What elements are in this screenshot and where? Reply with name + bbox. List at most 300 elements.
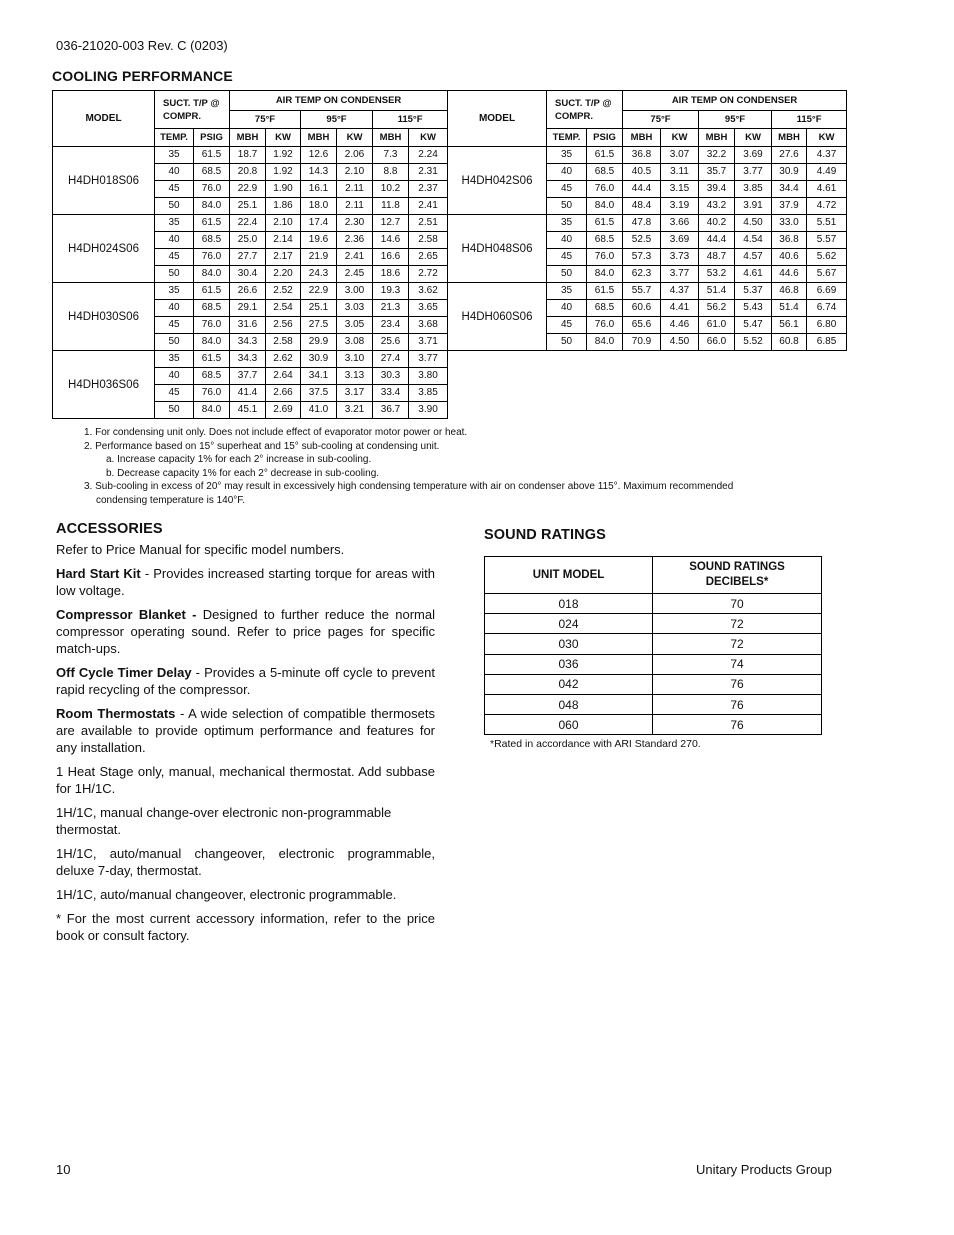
- table-cell: 18.0: [301, 198, 337, 215]
- table-cell: 33.0: [772, 215, 807, 232]
- table-cell: 37.9: [772, 198, 807, 215]
- sound-ratings-table: [484, 556, 822, 735]
- note-1: 1. For condensing unit only. Does not include effect of evaporator motor power or heat.: [84, 427, 468, 438]
- table-cell: 31.6: [230, 317, 266, 334]
- table-cell: 3.03: [337, 300, 373, 317]
- table-cell: 4.61: [807, 181, 847, 198]
- table-row: [485, 654, 822, 674]
- table-cell: 33.4: [373, 385, 409, 402]
- table-cell: 35: [155, 147, 194, 164]
- table-cell: 30.9: [772, 164, 807, 181]
- table-cell: 3.05: [337, 317, 373, 334]
- table-cell: 10.2: [373, 181, 409, 198]
- accessory-desc: Designed to further reduce the normal compressor operating sound. Refer to price pages for specific match-ups.: [56, 607, 436, 656]
- model-header: MODEL: [448, 91, 547, 147]
- document-id: 036-21020-003 Rev. C (0203): [56, 38, 228, 53]
- accessory-desc: - A wide selection of compatible thermosets are available to provide optimum performance and features for any installation.: [56, 706, 435, 755]
- table-cell: 45: [155, 249, 194, 266]
- table-cell: 3.19: [661, 198, 699, 215]
- table-cell: 2.41: [337, 249, 373, 266]
- table-cell: 52.5: [623, 232, 661, 249]
- table-cell: 30.9: [301, 351, 337, 368]
- table-cell: 3.17: [337, 385, 373, 402]
- table-cell: 76.0: [194, 181, 230, 198]
- table-cell: 2.31: [409, 164, 448, 181]
- table-cell: 50: [155, 266, 194, 283]
- table-cell: 5.52: [735, 334, 772, 351]
- cooling-performance-title: COOLING PERFORMANCE: [52, 68, 233, 84]
- table-cell: 4.46: [661, 317, 699, 334]
- table-cell: 84.0: [587, 198, 623, 215]
- table-row: [53, 283, 448, 300]
- table-cell: 35: [155, 215, 194, 232]
- kw-col-header: KW: [409, 129, 448, 147]
- kw-col-header: KW: [807, 129, 847, 147]
- accessories-body: [56, 541, 435, 951]
- table-row: [485, 594, 822, 614]
- table-row: [53, 215, 448, 232]
- table-cell: 61.0: [699, 317, 735, 334]
- table-cell: 4.41: [661, 300, 699, 317]
- table-cell: 53.2: [699, 266, 735, 283]
- table-cell: 19.3: [373, 283, 409, 300]
- table-cell: 3.68: [409, 317, 448, 334]
- table-cell: 56.1: [772, 317, 807, 334]
- table-cell: 45: [547, 317, 587, 334]
- table-cell: 50: [155, 402, 194, 419]
- table-cell: 1.90: [266, 181, 301, 198]
- table-cell: 2.30: [337, 215, 373, 232]
- table-cell: 2.11: [337, 198, 373, 215]
- table-cell: 11.8: [373, 198, 409, 215]
- table-cell: 23.4: [373, 317, 409, 334]
- unit-model-cell: 036: [485, 654, 653, 674]
- table-cell: 2.62: [266, 351, 301, 368]
- table-cell: 18.6: [373, 266, 409, 283]
- table-cell: 50: [155, 334, 194, 351]
- table-cell: 40: [155, 300, 194, 317]
- company-name: Unitary Products Group: [696, 1162, 832, 1177]
- table-cell: 68.5: [194, 300, 230, 317]
- table-cell: 1.86: [266, 198, 301, 215]
- table-cell: 3.90: [409, 402, 448, 419]
- table-cell: 8.8: [373, 164, 409, 181]
- table-cell: 5.43: [735, 300, 772, 317]
- table-cell: 3.08: [337, 334, 373, 351]
- table-cell: 70.9: [623, 334, 661, 351]
- table-cell: 76.0: [194, 317, 230, 334]
- table-cell: 61.5: [194, 147, 230, 164]
- table-cell: 3.71: [409, 334, 448, 351]
- table-cell: 2.52: [266, 283, 301, 300]
- table-cell: 5.47: [735, 317, 772, 334]
- table-cell: 48.4: [623, 198, 661, 215]
- table-cell: 21.9: [301, 249, 337, 266]
- mbh-col-header: MBH: [623, 129, 661, 147]
- note-3: 3. Sub-cooling in excess of 20° may result in excessively high condensing temperature with air on condenser above 115°. Maximum recommended: [84, 481, 734, 493]
- table-cell: 12.6: [301, 147, 337, 164]
- table-cell: 24.3: [301, 266, 337, 283]
- table-row: [485, 614, 822, 634]
- table-cell: 45: [547, 181, 587, 198]
- table-cell: 51.4: [772, 300, 807, 317]
- model-cell: H4DH036S06: [53, 351, 155, 419]
- table-cell: 35: [155, 283, 194, 300]
- table-cell: 17.4: [301, 215, 337, 232]
- accessory-name: Hard Start Kit: [56, 566, 141, 581]
- table-cell: 68.5: [587, 164, 623, 181]
- accessory-name: Compressor Blanket -: [56, 607, 197, 622]
- table-cell: 68.5: [194, 164, 230, 181]
- table-cell: 30.3: [373, 368, 409, 385]
- suct-header: SUCT. T/P @ COMPR.: [155, 91, 230, 129]
- table-cell: 60.6: [623, 300, 661, 317]
- table-cell: 84.0: [194, 402, 230, 419]
- table-cell: 61.5: [194, 283, 230, 300]
- header-row-top: [53, 91, 448, 111]
- table-cell: 44.4: [623, 181, 661, 198]
- table-cell: 62.3: [623, 266, 661, 283]
- note-2b: b. Decrease capacity 1% for each 2° decrease in sub-cooling.: [106, 467, 380, 479]
- table-cell: 76.0: [587, 249, 623, 266]
- table-cell: 45.1: [230, 402, 266, 419]
- table-cell: 40: [155, 164, 194, 181]
- table-cell: 3.85: [409, 385, 448, 402]
- kw-col-header: KW: [266, 129, 301, 147]
- table-cell: 40.6: [772, 249, 807, 266]
- table-cell: 5.51: [807, 215, 847, 232]
- table-cell: 51.4: [699, 283, 735, 300]
- table-cell: 3.07: [661, 147, 699, 164]
- table-cell: 3.13: [337, 368, 373, 385]
- table-cell: 2.45: [337, 266, 373, 283]
- table-cell: 34.1: [301, 368, 337, 385]
- table-cell: 3.73: [661, 249, 699, 266]
- table-cell: 36.8: [772, 232, 807, 249]
- table-cell: 57.3: [623, 249, 661, 266]
- table-cell: 26.6: [230, 283, 266, 300]
- table-cell: 50: [155, 198, 194, 215]
- table-cell: 4.49: [807, 164, 847, 181]
- table-cell: 20.8: [230, 164, 266, 181]
- table-cell: 25.6: [373, 334, 409, 351]
- table-cell: 25.1: [230, 198, 266, 215]
- table-cell: 3.15: [661, 181, 699, 198]
- table-cell: 4.57: [735, 249, 772, 266]
- accessories-footnote: * For the most current accessory information, refer to the price book or consult factory.: [56, 911, 435, 943]
- table-cell: 39.4: [699, 181, 735, 198]
- table-cell: 61.5: [194, 351, 230, 368]
- table-cell: 60.8: [772, 334, 807, 351]
- table-cell: 41.4: [230, 385, 266, 402]
- table-cell: 61.5: [587, 215, 623, 232]
- table-cell: 3.91: [735, 198, 772, 215]
- table-cell: 56.2: [699, 300, 735, 317]
- unit-model-cell: 018: [485, 594, 653, 614]
- table-cell: 37.7: [230, 368, 266, 385]
- accessory-room-thermostats: [56, 705, 435, 756]
- table-cell: 19.6: [301, 232, 337, 249]
- table-cell: 45: [155, 317, 194, 334]
- table-cell: 27.7: [230, 249, 266, 266]
- table-cell: 6.85: [807, 334, 847, 351]
- table-cell: 3.80: [409, 368, 448, 385]
- table-cell: 14.6: [373, 232, 409, 249]
- mbh-col-header: MBH: [373, 129, 409, 147]
- table-cell: 47.8: [623, 215, 661, 232]
- unit-model-cell: 024: [485, 614, 653, 634]
- table-row: [448, 147, 847, 164]
- table-cell: 84.0: [587, 334, 623, 351]
- table-cell: 2.51: [409, 215, 448, 232]
- table-cell: 3.66: [661, 215, 699, 232]
- table-cell: 65.6: [623, 317, 661, 334]
- table-cell: 2.58: [266, 334, 301, 351]
- page-number: 10: [56, 1162, 71, 1177]
- table-cell: 2.20: [266, 266, 301, 283]
- mbh-col-header: MBH: [230, 129, 266, 147]
- temp-95-header: 95°F: [699, 111, 772, 129]
- decibels-cell: 76: [653, 674, 822, 694]
- table-row: [448, 283, 847, 300]
- model-cell: H4DH048S06: [448, 215, 547, 283]
- table-cell: 2.37: [409, 181, 448, 198]
- table-cell: 7.3: [373, 147, 409, 164]
- cooling-table-left: [52, 90, 448, 419]
- cooling-notes: [84, 426, 733, 508]
- table-cell: 76.0: [194, 249, 230, 266]
- kw-col-header: KW: [661, 129, 699, 147]
- table-cell: 2.72: [409, 266, 448, 283]
- table-row: [53, 351, 448, 368]
- temp-col-header: TEMP.: [155, 129, 194, 147]
- model-cell: H4DH030S06: [53, 283, 155, 351]
- table-cell: 2.69: [266, 402, 301, 419]
- note-2: 2. Performance based on 15° superheat and 15° sub-cooling at condensing unit.: [84, 440, 440, 452]
- table-cell: 84.0: [194, 266, 230, 283]
- table-cell: 3.00: [337, 283, 373, 300]
- accessories-intro: Refer to Price Manual for specific model numbers.: [56, 542, 345, 557]
- kw-col-header: KW: [337, 129, 373, 147]
- psig-col-header: PSIG: [194, 129, 230, 147]
- mbh-col-header: MBH: [301, 129, 337, 147]
- table-cell: 5.62: [807, 249, 847, 266]
- accessory-desc: - Provides a 5-minute off cycle to prevent rapid recycling of the compressor.: [56, 665, 436, 697]
- table-cell: 2.64: [266, 368, 301, 385]
- decibels-cell: 74: [653, 654, 822, 674]
- decibels-cell: 72: [653, 634, 822, 654]
- table-cell: 5.67: [807, 266, 847, 283]
- header-row-top: [448, 91, 847, 111]
- table-cell: 5.37: [735, 283, 772, 300]
- unit-model-header: UNIT MODEL: [485, 557, 653, 594]
- table-cell: 3.69: [661, 232, 699, 249]
- table-cell: 44.6: [772, 266, 807, 283]
- table-cell: 40: [155, 368, 194, 385]
- table-cell: 2.41: [409, 198, 448, 215]
- table-cell: 2.10: [266, 215, 301, 232]
- table-cell: 50: [547, 198, 587, 215]
- table-cell: 6.80: [807, 317, 847, 334]
- table-cell: 46.8: [772, 283, 807, 300]
- table-cell: 14.3: [301, 164, 337, 181]
- table-cell: 2.66: [266, 385, 301, 402]
- table-cell: 4.72: [807, 198, 847, 215]
- table-cell: 3.62: [409, 283, 448, 300]
- table-cell: 35: [547, 215, 587, 232]
- kw-col-header: KW: [735, 129, 772, 147]
- table-cell: 36.7: [373, 402, 409, 419]
- table-cell: 44.4: [699, 232, 735, 249]
- temp-75-header: 75°F: [623, 111, 699, 129]
- table-cell: 2.17: [266, 249, 301, 266]
- table-cell: 3.85: [735, 181, 772, 198]
- table-cell: 35: [547, 147, 587, 164]
- table-cell: 35: [547, 283, 587, 300]
- table-cell: 32.2: [699, 147, 735, 164]
- table-cell: 76.0: [587, 317, 623, 334]
- table-cell: 50: [547, 266, 587, 283]
- table-cell: 61.5: [587, 283, 623, 300]
- table-row: [485, 634, 822, 654]
- table-cell: 29.9: [301, 334, 337, 351]
- table-cell: 4.50: [661, 334, 699, 351]
- accessory-off-cycle-timer: [56, 664, 435, 698]
- table-cell: 27.6: [772, 147, 807, 164]
- table-cell: 40: [547, 164, 587, 181]
- table-cell: 16.1: [301, 181, 337, 198]
- decibels-cell: 76: [653, 694, 822, 714]
- suct-header: SUCT. T/P @ COMPR.: [547, 91, 623, 129]
- accessory-compressor-blanket: [56, 606, 435, 657]
- unit-model-cell: 042: [485, 674, 653, 694]
- table-cell: 27.5: [301, 317, 337, 334]
- table-cell: 2.56: [266, 317, 301, 334]
- table-cell: 76.0: [194, 385, 230, 402]
- table-cell: 4.37: [661, 283, 699, 300]
- table-cell: 2.58: [409, 232, 448, 249]
- table-cell: 40.5: [623, 164, 661, 181]
- table-cell: 61.5: [194, 215, 230, 232]
- table-cell: 35: [155, 351, 194, 368]
- table-cell: 16.6: [373, 249, 409, 266]
- table-cell: 2.11: [337, 181, 373, 198]
- table-cell: 1.92: [266, 147, 301, 164]
- table-cell: 2.10: [337, 164, 373, 181]
- table-cell: 2.65: [409, 249, 448, 266]
- table-cell: 84.0: [194, 198, 230, 215]
- table-cell: 21.3: [373, 300, 409, 317]
- table-cell: 3.77: [735, 164, 772, 181]
- table-cell: 48.7: [699, 249, 735, 266]
- table-cell: 3.69: [735, 147, 772, 164]
- table-cell: 6.69: [807, 283, 847, 300]
- table-cell: 29.1: [230, 300, 266, 317]
- mbh-col-header: MBH: [699, 129, 735, 147]
- table-cell: 3.77: [409, 351, 448, 368]
- table-cell: 22.9: [301, 283, 337, 300]
- table-cell: 6.74: [807, 300, 847, 317]
- table-cell: 4.61: [735, 266, 772, 283]
- air-temp-header: AIR TEMP ON CONDENSER: [623, 91, 847, 111]
- table-cell: 25.1: [301, 300, 337, 317]
- model-cell: H4DH024S06: [53, 215, 155, 283]
- table-cell: 50: [547, 334, 587, 351]
- note-3-cont: condensing temperature is 140°F.: [96, 494, 246, 506]
- accessory-desc: - Provides increased starting torque for areas with low voltage.: [56, 566, 436, 598]
- table-cell: 3.65: [409, 300, 448, 317]
- unit-model-cell: 060: [485, 715, 653, 735]
- table-cell: 61.5: [587, 147, 623, 164]
- table-cell: 40: [547, 232, 587, 249]
- thermostat-option-1: 1 Heat Stage only, manual, mechanical thermostat. Add subbase for 1H/1C.: [56, 764, 435, 796]
- accessory-name: Room Thermostats: [56, 706, 176, 721]
- table-cell: 41.0: [301, 402, 337, 419]
- table-cell: 68.5: [587, 300, 623, 317]
- table-cell: 55.7: [623, 283, 661, 300]
- table-cell: 1.92: [266, 164, 301, 181]
- table-cell: 68.5: [194, 368, 230, 385]
- table-cell: 37.5: [301, 385, 337, 402]
- sound-header-row: [485, 557, 822, 594]
- table-cell: 34.3: [230, 351, 266, 368]
- table-cell: 5.57: [807, 232, 847, 249]
- table-cell: 4.37: [807, 147, 847, 164]
- table-cell: 45: [547, 249, 587, 266]
- table-cell: 36.8: [623, 147, 661, 164]
- table-cell: 45: [155, 385, 194, 402]
- table-cell: 2.36: [337, 232, 373, 249]
- table-cell: 40: [547, 300, 587, 317]
- table-cell: 25.0: [230, 232, 266, 249]
- table-cell: 22.4: [230, 215, 266, 232]
- table-cell: 76.0: [587, 181, 623, 198]
- model-cell: H4DH018S06: [53, 147, 155, 215]
- decibels-cell: 76: [653, 715, 822, 735]
- decibels-cell: 70: [653, 594, 822, 614]
- table-row: [485, 694, 822, 714]
- temp-col-header: TEMP.: [547, 129, 587, 147]
- table-cell: 2.06: [337, 147, 373, 164]
- table-cell: 4.50: [735, 215, 772, 232]
- note-2a: a. Increase capacity 1% for each 2° increase in sub-cooling.: [106, 454, 372, 466]
- table-cell: 84.0: [194, 334, 230, 351]
- table-cell: 18.7: [230, 147, 266, 164]
- table-cell: 27.4: [373, 351, 409, 368]
- table-cell: 35.7: [699, 164, 735, 181]
- table-cell: 84.0: [587, 266, 623, 283]
- table-cell: 66.0: [699, 334, 735, 351]
- table-row: [448, 215, 847, 232]
- temp-115-header: 115°F: [772, 111, 847, 129]
- table-cell: 30.4: [230, 266, 266, 283]
- table-cell: 3.21: [337, 402, 373, 419]
- accessories-title: ACCESSORIES: [56, 521, 163, 537]
- table-cell: 22.9: [230, 181, 266, 198]
- table-cell: 40: [155, 232, 194, 249]
- thermostat-option-3: 1H/1C, auto/manual changeover, electronic programmable, deluxe 7-day, thermostat.: [56, 846, 435, 878]
- table-cell: 4.54: [735, 232, 772, 249]
- table-cell: 68.5: [587, 232, 623, 249]
- thermostat-option-4: 1H/1C, auto/manual changeover, electronic programmable.: [56, 887, 397, 902]
- table-cell: 2.14: [266, 232, 301, 249]
- accessory-name: Off Cycle Timer Delay: [56, 665, 192, 680]
- decibels-cell: 72: [653, 614, 822, 634]
- air-temp-header: AIR TEMP ON CONDENSER: [230, 91, 448, 111]
- table-cell: 12.7: [373, 215, 409, 232]
- mbh-col-header: MBH: [772, 129, 807, 147]
- table-cell: 3.10: [337, 351, 373, 368]
